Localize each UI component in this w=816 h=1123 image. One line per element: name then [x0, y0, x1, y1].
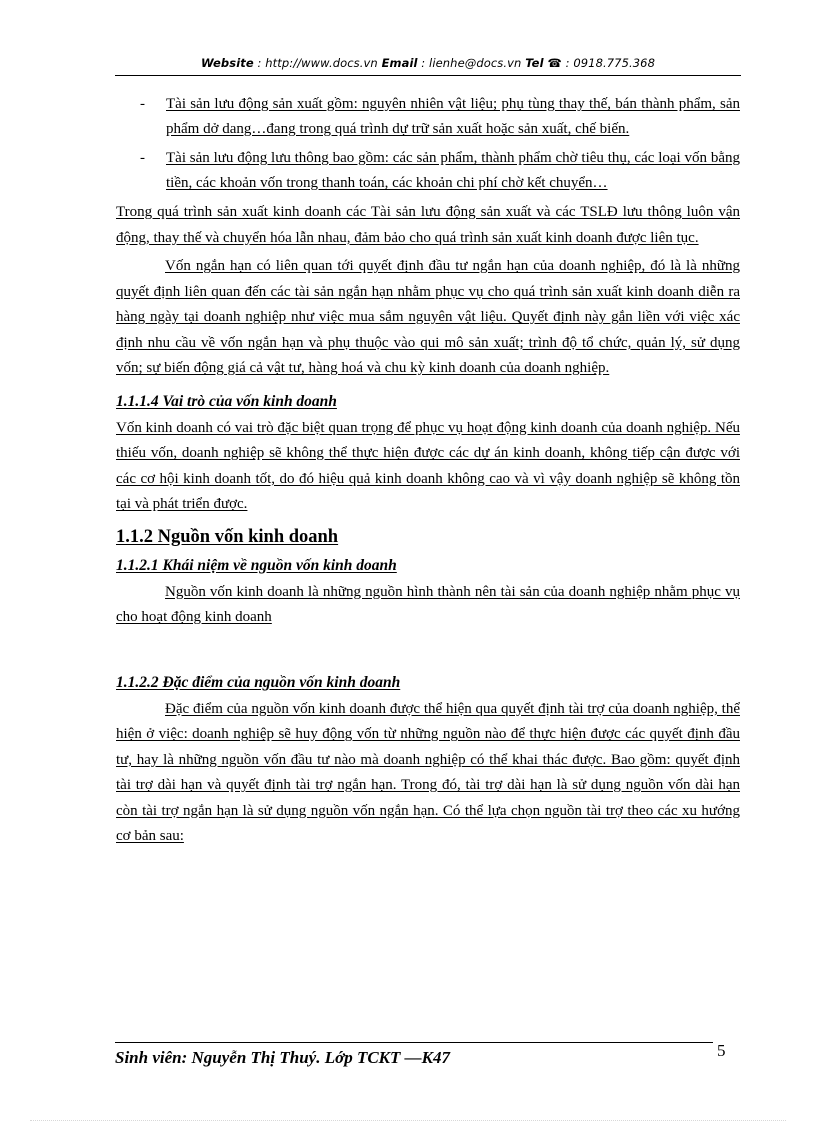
website-value: : http://www.docs.vn: [253, 56, 382, 70]
website-label: Website: [200, 56, 254, 70]
heading-text: 1.1.2.1 Khái niệm về nguồn vốn kinh doanh: [116, 556, 397, 574]
footer-student-info: Sinh viên: Nguyễn Thị Thuý. Lớp TCKT —K47: [115, 1048, 450, 1067]
bullet-dash: -: [140, 96, 145, 112]
email-label: Email: [381, 56, 418, 70]
bullet-text: Tài sản lưu động lưu thông bao gồm: các sản phẩm, thành phẩm chờ tiêu thụ, các loại vốn bằng tiền, các khoản vốn trong thanh toán, các khoản chi phí chờ kết chuyển…: [166, 150, 740, 191]
paragraph-text: Vốn kinh doanh có vai trò đặc biệt quan trọng để phục vụ hoạt động kinh doanh của doanh nghiệp. Nếu thiếu vốn, doanh nghiệp sẽ không thể thực hiện được các dự án kinh doanh, không tiếp cận được với các cơ hội kinh doanh tốt, do đó hiệu quả kinh doanh không cao và vì vậy doanh nghiệp sẽ không tồn tại và phát triển được.: [116, 419, 740, 512]
page-bottom-edge: [30, 1120, 786, 1121]
page-number: 5: [717, 1041, 726, 1060]
heading-1114: [116, 390, 740, 414]
document-body: [116, 92, 740, 850]
paragraph-short-term-capital: [116, 254, 740, 382]
page-header: [115, 56, 741, 70]
heading-text: 1.1.1.4 Vai trò của vốn kinh doanh: [116, 392, 337, 410]
paragraph-text: Đặc điểm của nguồn vốn kinh doanh được thể hiện qua quyết định tài trợ của doanh nghiệp, thể hiện ở việc: doanh nghiệp sẽ huy động vốn từ những nguồn nào để thực hiện được các quyết định đầu tư, hay là những nguồn vốn đầu tư nào mà doanh nghiệp có thể khai thác được. Bao gồm: quyết định tài trợ dài hạn và quyết định tài trợ ngắn hạn. Trong đó, tài trợ dài hạn là sử dụng nguồn vốn dài hạn còn tài trợ ngắn hạn là sử dụng nguồn vốn ngắn hạn. Có thể lựa chọn nguồn tài trợ theo các xu hướng cơ bản sau:: [116, 700, 740, 844]
spacer: [116, 631, 740, 663]
bullet-text: Tài sản lưu động sản xuất gồm: nguyên nhiên vật liệu; phụ tùng thay thế, bán thành phẩm, sản phẩm dở dang…đang trong quá trình dự trữ sản xuất hoặc sản xuất, chế biến.: [166, 96, 740, 137]
bullet-item-production-assets: [116, 92, 740, 142]
heading-1122: [116, 671, 740, 695]
heading-text: 1.1.2 Nguồn vốn kinh doanh: [116, 526, 339, 547]
phone-icon: ☎: [547, 56, 562, 70]
bullet-item-circulation-assets: [116, 146, 740, 196]
paragraph-features: [116, 697, 740, 850]
paragraph-cycle: [116, 200, 740, 251]
paragraph-text: Nguồn vốn kinh doanh là những nguồn hình thành nên tài sản của doanh nghiệp nhằm phục vụ cho hoạt động kinh doanh: [116, 583, 740, 625]
tel-label: Tel: [525, 56, 544, 70]
header-divider: [115, 75, 741, 76]
bullet-dash: -: [140, 150, 145, 166]
paragraph-text: Trong quá trình sản xuất kinh doanh các Tài sản lưu động sản xuất và các TSLĐ lưu thông luôn vận động, thay thế và chuyển hóa lẫn nhau, đảm bảo cho quá trình sản xuất kinh doanh được liên tục.: [116, 204, 740, 246]
tel-value: : 0918.775.368: [561, 56, 655, 70]
paragraph-concept: [116, 580, 740, 631]
heading-112: [116, 524, 740, 550]
footer-divider: [115, 1042, 713, 1043]
heading-1121: [116, 554, 740, 578]
paragraph-text: Vốn ngắn hạn có liên quan tới quyết định đầu tư ngắn hạn của doanh nghiệp, đó là là những quyết định liên quan đến các tài sản ngắn hạn nhằm phục vụ cho quá trình sản xuất kinh doanh diễn ra hàng ngày tại doanh nghiệp như việc mua sắm nguyên vật liệu. Quyết định này gắn liền với việc xác định nhu cầu về vốn ngắn hạn và phụ thuộc vào qui mô sản xuất; trình độ tổ chức, quản lý, sử dụng vốn; sự biến động giá cả vật tư, hàng hoá và chu kỳ kinh doanh của doanh nghiệp.: [116, 258, 740, 376]
email-value: : lienhe@docs.vn: [417, 56, 526, 70]
heading-text: 1.1.2.2 Đặc điểm của nguồn vốn kinh doanh: [116, 673, 401, 691]
paragraph-role: [116, 416, 740, 518]
